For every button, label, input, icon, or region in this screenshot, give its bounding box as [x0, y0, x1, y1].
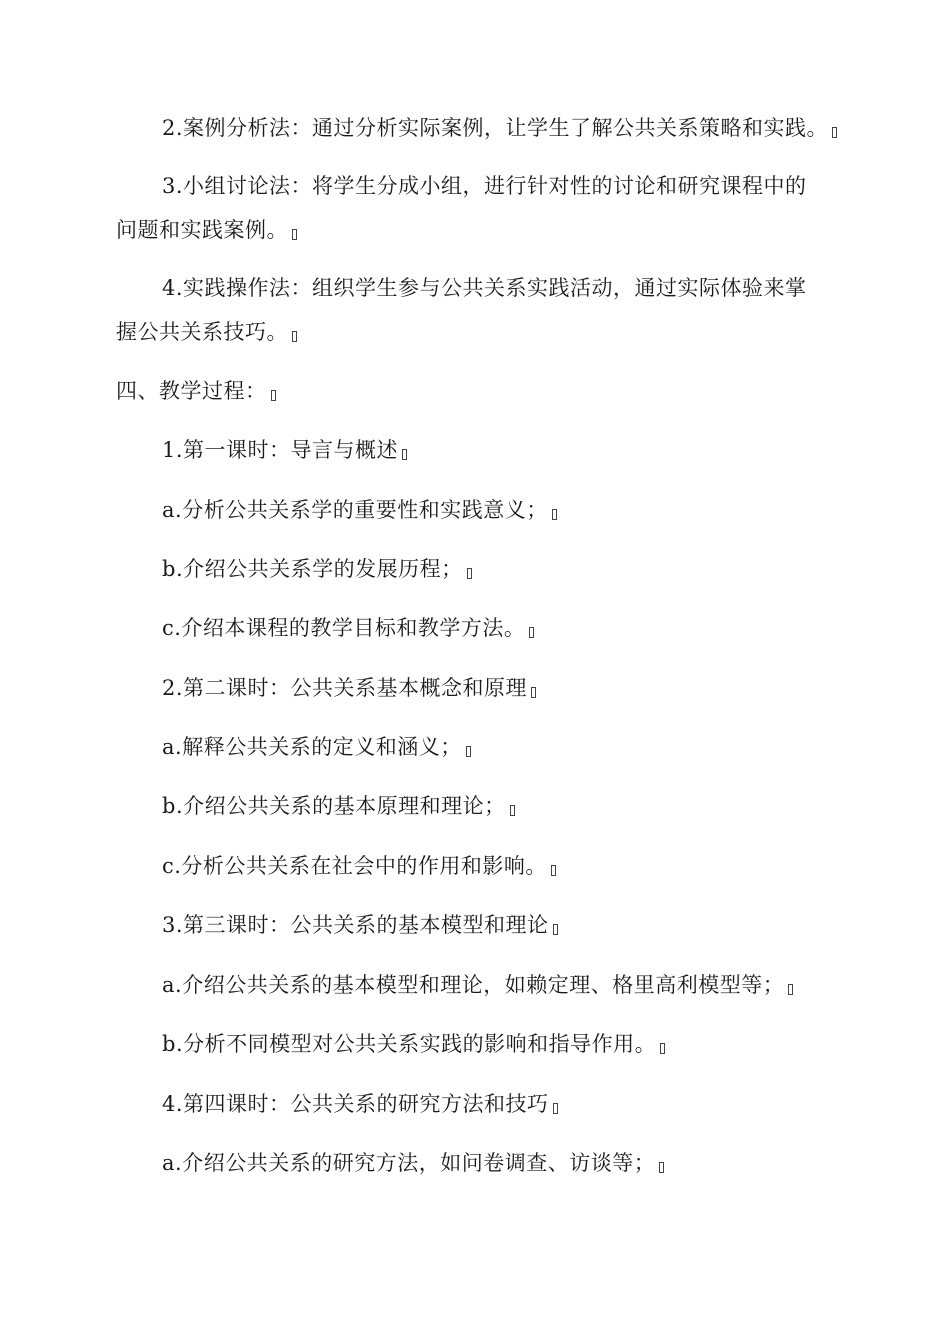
paragraph-mark-icon	[551, 865, 556, 876]
paragraph-mark-icon	[292, 229, 297, 240]
lesson-2-item-a: a.解释公共关系的定义和涵义；	[162, 733, 471, 761]
lesson-1-item-c: c.介绍本课程的教学目标和教学方法。	[162, 614, 534, 642]
lesson-3-item-a: a.介绍公共关系的基本模型和理论，如赖定理、格里高利模型等；	[162, 971, 793, 999]
lesson-1-title: 1.第一课时：导言与概述	[162, 436, 407, 464]
lesson-3-item-b: b.分析不同模型对公共关系实践的影响和指导作用。	[162, 1030, 665, 1058]
paragraph-mark-icon	[271, 390, 276, 401]
paragraph-mark-icon	[467, 568, 472, 579]
paragraph-group-discussion-line2: 问题和实践案例。	[116, 216, 297, 244]
paragraph-mark-icon	[510, 805, 515, 816]
paragraph-mark-icon	[466, 746, 471, 757]
paragraph-practice-line2: 握公共关系技巧。	[116, 318, 297, 346]
lesson-2-item-b: b.介绍公共关系的基本原理和理论；	[162, 792, 515, 820]
paragraph-mark-icon	[659, 1162, 664, 1173]
paragraph-group-discussion-line1: 3.小组讨论法：将学生分成小组，进行针对性的讨论和研究课程中的	[162, 174, 807, 198]
lesson-1-item-b: b.介绍公共关系学的发展历程；	[162, 555, 472, 583]
paragraph-mark-icon	[832, 127, 837, 138]
lesson-4-title: 4.第四课时：公共关系的研究方法和技巧	[162, 1090, 558, 1118]
lesson-2-item-c: c.分析公共关系在社会中的作用和影响。	[162, 852, 556, 880]
paragraph-mark-icon	[531, 687, 536, 698]
paragraph-mark-icon	[552, 509, 557, 520]
lesson-2-title: 2.第二课时：公共关系基本概念和原理	[162, 674, 536, 702]
paragraph-mark-icon	[788, 984, 793, 995]
lesson-3-title: 3.第三课时：公共关系的基本模型和理论	[162, 911, 558, 939]
paragraph-mark-icon	[529, 627, 534, 638]
paragraph-mark-icon	[553, 1103, 558, 1114]
lesson-1-item-a: a.分析公共关系学的重要性和实践意义；	[162, 496, 557, 524]
paragraph-mark-icon	[402, 449, 407, 460]
lesson-4-item-a: a.介绍公共关系的研究方法，如问卷调查、访谈等；	[162, 1149, 664, 1177]
paragraph-mark-icon	[660, 1043, 665, 1054]
paragraph-mark-icon	[553, 924, 558, 935]
paragraph-practice-line1: 4.实践操作法：组织学生参与公共关系实践活动，通过实际体验来掌	[162, 276, 807, 300]
paragraph-case-analysis: 2.案例分析法：通过分析实际案例，让学生了解公共关系策略和实践。	[162, 114, 837, 142]
section-heading-teaching-process: 四、教学过程：	[116, 377, 276, 405]
paragraph-mark-icon	[292, 331, 297, 342]
